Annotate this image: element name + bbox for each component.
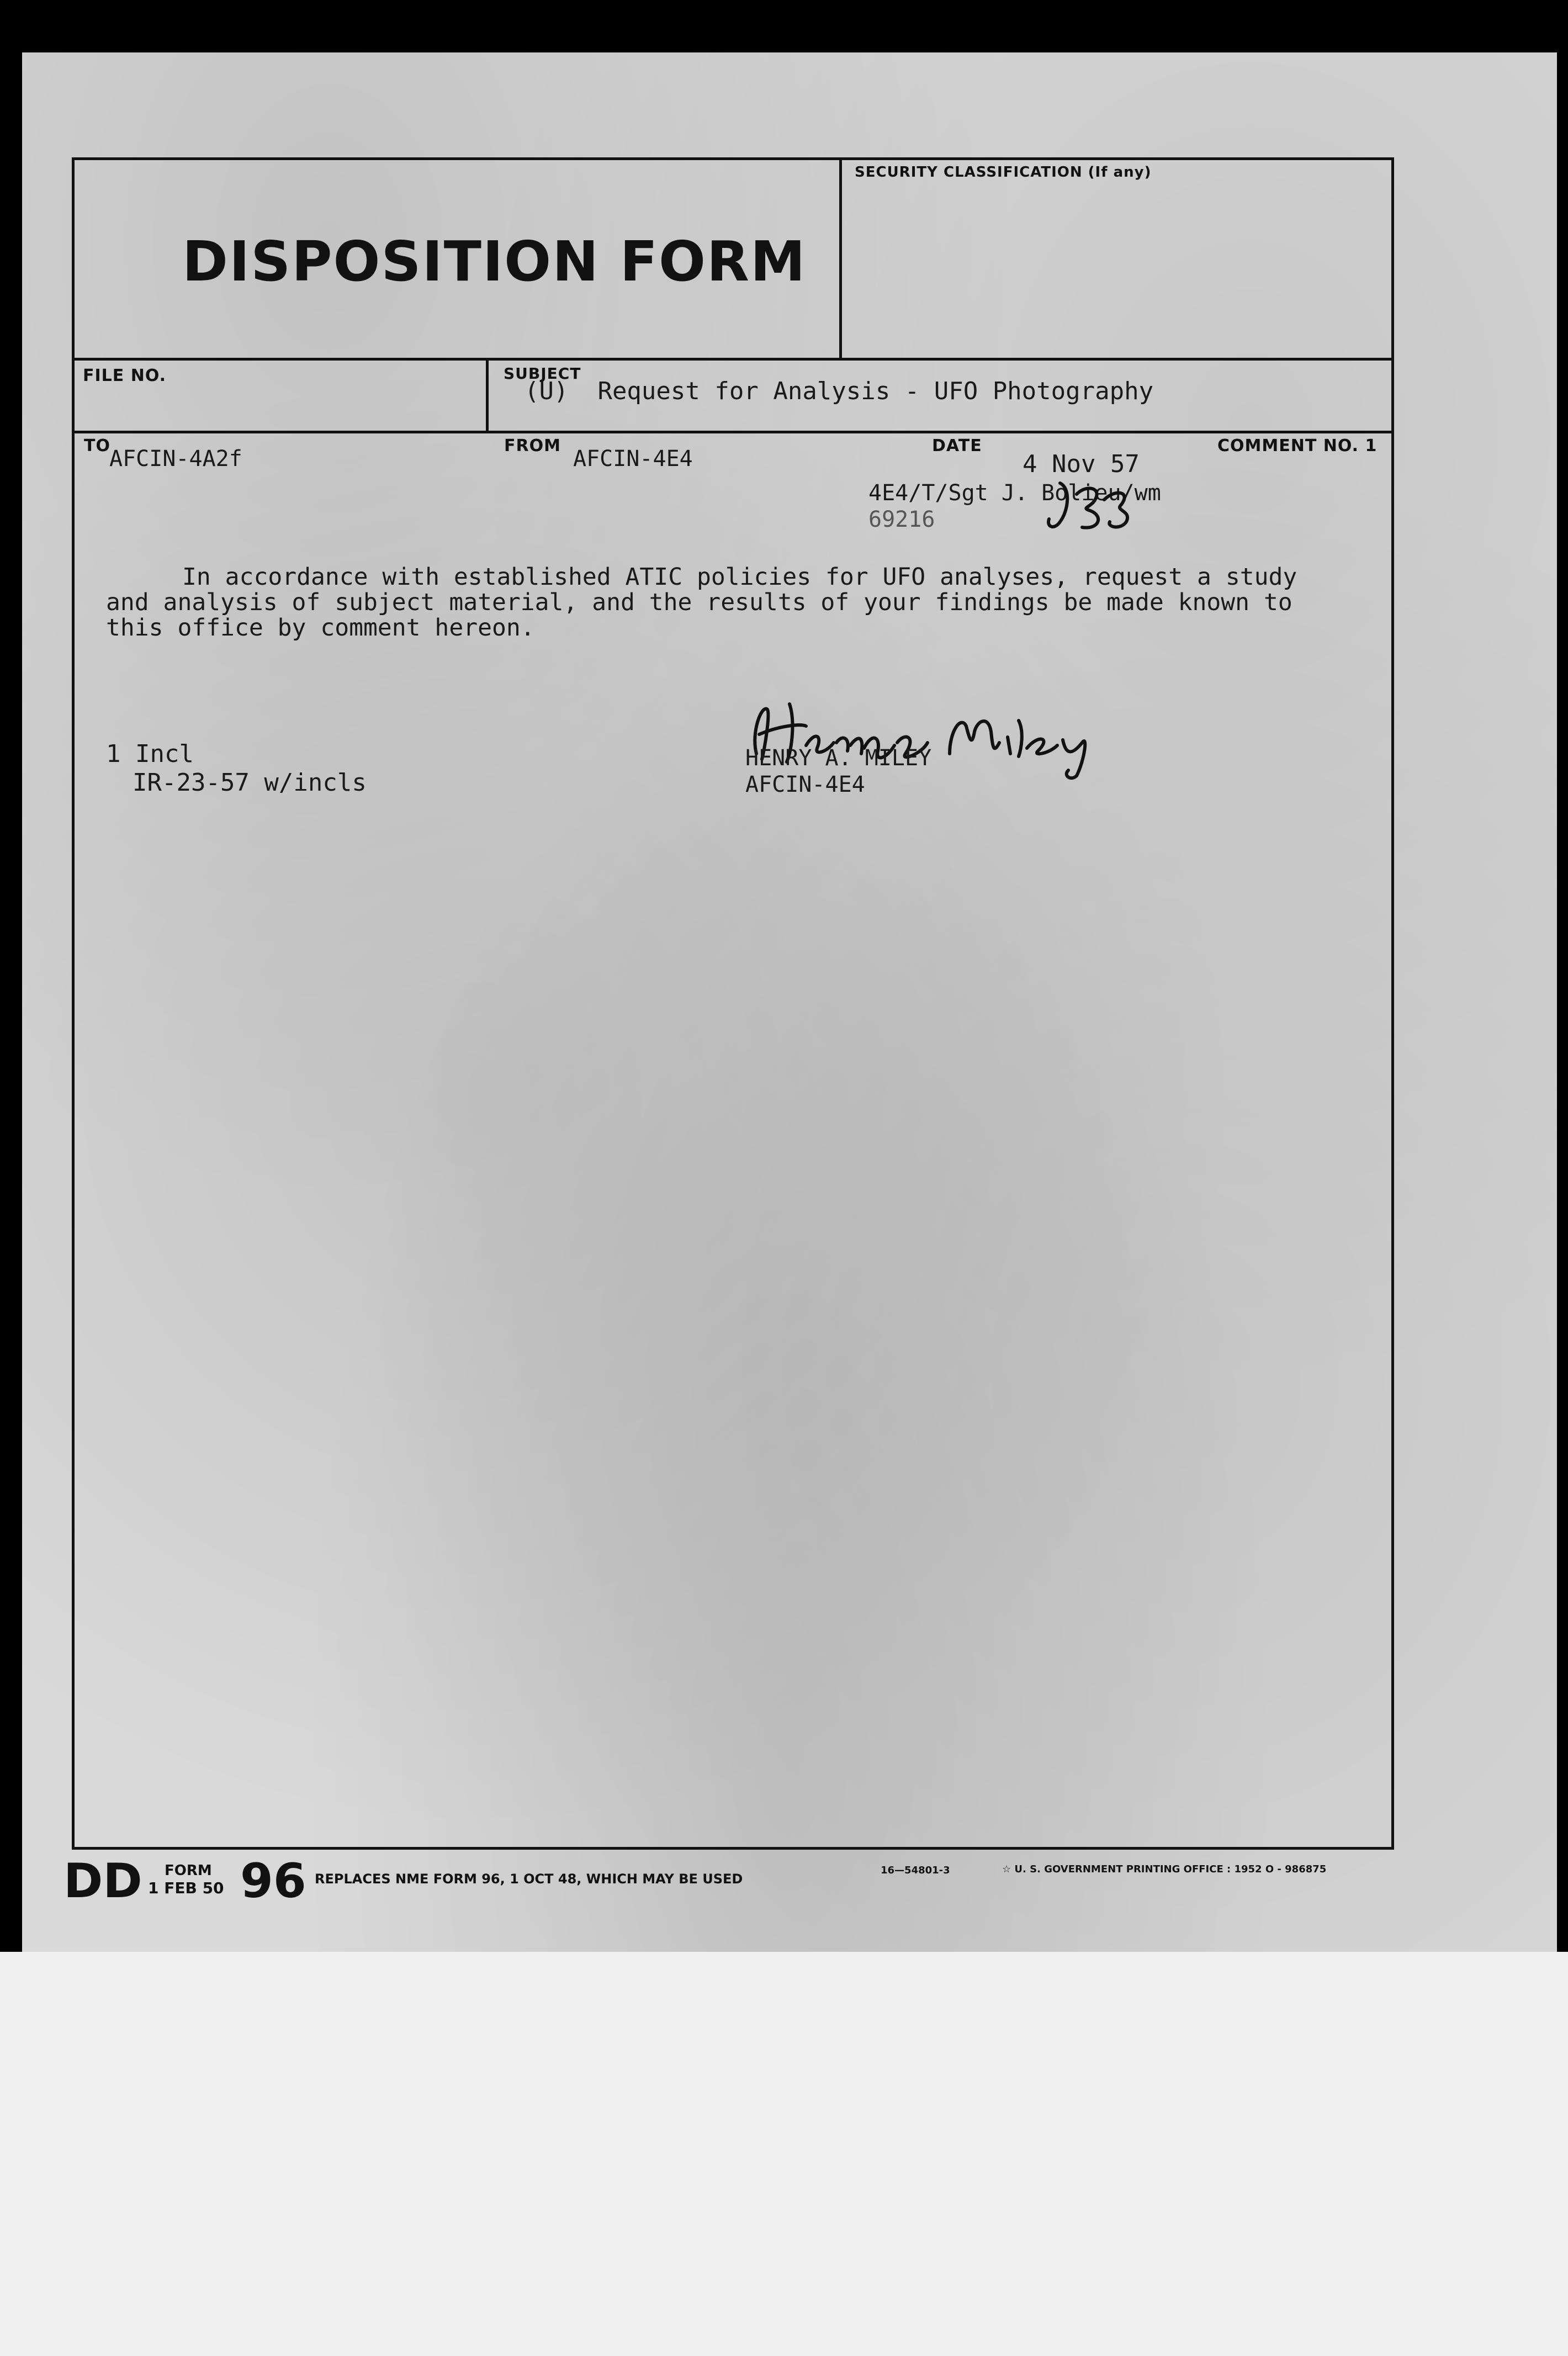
initials-mark <box>1038 478 1148 538</box>
phone-number: 69216 <box>868 507 935 532</box>
from-value: AFCIN-4E4 <box>573 446 693 472</box>
form-code: 16—54801-3 <box>881 1865 950 1876</box>
form-number: 96 <box>240 1854 306 1909</box>
form-date: 1 FEB 50 <box>148 1879 224 1897</box>
subject-value: (U) Request for Analysis - UFO Photography <box>525 377 1154 405</box>
to-label: TO <box>84 436 110 456</box>
replaces-note: REPLACES NME FORM 96, 1 OCT 48, WHICH MAY BE USED <box>315 1871 743 1887</box>
scan-margin <box>0 1952 1568 2356</box>
header-divider <box>72 358 1394 361</box>
from-label: FROM <box>504 436 561 456</box>
form-title: DISPOSITION FORM <box>182 229 807 294</box>
subject-label: SUBJECT <box>504 364 581 383</box>
date-label: DATE <box>932 436 982 456</box>
enclosure-count: 1 Incl <box>106 740 194 768</box>
file-no-label: FILE NO. <box>83 366 167 385</box>
originator-line: 4E4/T/Sgt J. Bolieu/wm <box>868 480 1161 506</box>
signer-office: AFCIN-4E4 <box>745 772 865 797</box>
printing-office-note: ☆ U. S. GOVERNMENT PRINTING OFFICE : 1952 O - 986875 <box>1002 1863 1327 1875</box>
comment-no-label: COMMENT NO. 1 <box>1217 436 1378 456</box>
header-vertical-divider <box>839 157 842 359</box>
request-paragraph: In accordance with established ATIC policies for UFO analyses, request a study and analysis of subject material, and the results of your findings be made known to this office by comment hereon. <box>106 563 1297 642</box>
dd-mark: DD <box>63 1854 142 1909</box>
form-frame <box>72 157 1394 1850</box>
form-word: FORM <box>165 1862 212 1879</box>
to-value: AFCIN-4A2f <box>109 446 242 472</box>
subject-row-divider <box>72 431 1394 433</box>
date-value: 4 Nov 57 <box>1023 450 1140 478</box>
security-classification-label: SECURITY CLASSIFICATION (If any) <box>855 164 1152 181</box>
signer-name: HENRY A. MILEY <box>745 745 932 771</box>
enclosure-item: IR-23-57 w/incls <box>133 769 367 797</box>
form-paper <box>22 52 1557 1952</box>
subject-vertical-divider <box>486 358 489 432</box>
